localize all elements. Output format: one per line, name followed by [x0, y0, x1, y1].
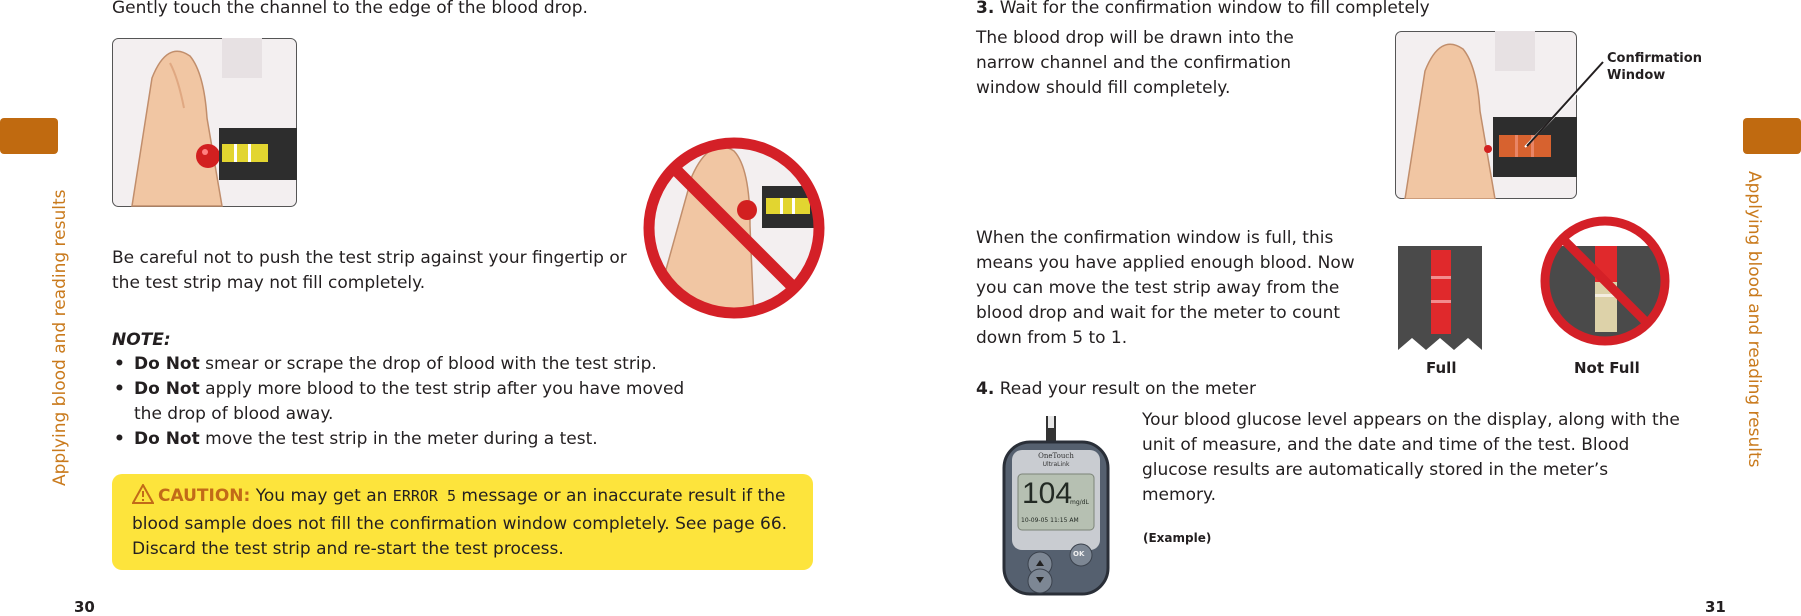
full-label: Full [1426, 359, 1457, 377]
note-title: NOTE: [112, 330, 171, 350]
no-push-image [642, 136, 826, 324]
full-strip-image [1398, 246, 1482, 354]
right-chapter-tab [1743, 118, 1801, 154]
step4-heading: 4. Read your result on the meter [976, 379, 1256, 399]
step3-heading: 3. Wait for the confirmation window to fill completely [976, 0, 1430, 18]
not-full-image [1540, 216, 1670, 350]
full-explanation: When the confirmation window is full, this means you have applied enough blood. Now you can move the test strip away from the blood drop and wait for the meter to count down from 5 to 1. [976, 228, 1355, 348]
step3-text: The blood drop will be drawn into the narrow channel and the confirmation window should fill completely. [976, 28, 1294, 98]
confirmation-pointer [1525, 58, 1605, 152]
meter-reading: 104 [1022, 477, 1073, 510]
glucose-meter-image [1000, 416, 1112, 596]
caution-text: CAUTION: You may get an ERROR 5 message or an inaccurate result if the blood sample does not fill the confirmation window completely. See page 66. Discard the test strip and re-start the test process. [132, 486, 788, 559]
confirmation-label: Confirmation Window [1607, 51, 1702, 83]
right-side-label: Applying blood and reading results [1744, 171, 1764, 468]
careful-text: Be careful not to push the test strip against your fingertip or the test strip may not fill completely. [112, 248, 627, 293]
note-item: • Do Not smear or scrape the drop of blood with the test strip. [112, 352, 712, 377]
step4-text: Your blood glucose level appears on the display, along with the unit of measure, and the date and time of the test. Blood glucose results are automatically stored in the meter’s memory. [1142, 410, 1680, 505]
meter-ok-button-label: OK [1073, 550, 1085, 558]
note-list [112, 352, 712, 452]
intro-text: Gently touch the channel to the edge of the blood drop. [112, 0, 588, 18]
meter-brand: OneTouch [1038, 452, 1074, 460]
meter-date: 10-09-05 11:15 AM [1021, 517, 1079, 524]
left-page-number: 30 [74, 598, 95, 616]
note-item: • Do Not apply more blood to the test strip after you have moved the drop of blood away. [112, 377, 712, 427]
finger-touch-image [112, 38, 297, 211]
left-chapter-tab [0, 118, 58, 154]
example-label: (Example) [1143, 531, 1212, 545]
left-side-label: Applying blood and reading results [50, 189, 70, 486]
not-full-label: Not Full [1574, 359, 1640, 377]
caution-box [112, 474, 813, 570]
warning-icon [132, 484, 154, 512]
meter-unit: mg/dL [1070, 499, 1089, 506]
right-page-number: 31 [1705, 598, 1726, 616]
meter-model: UltraLink [1042, 461, 1070, 468]
note-item: • Do Not move the test strip in the meter during a test. [112, 427, 712, 452]
